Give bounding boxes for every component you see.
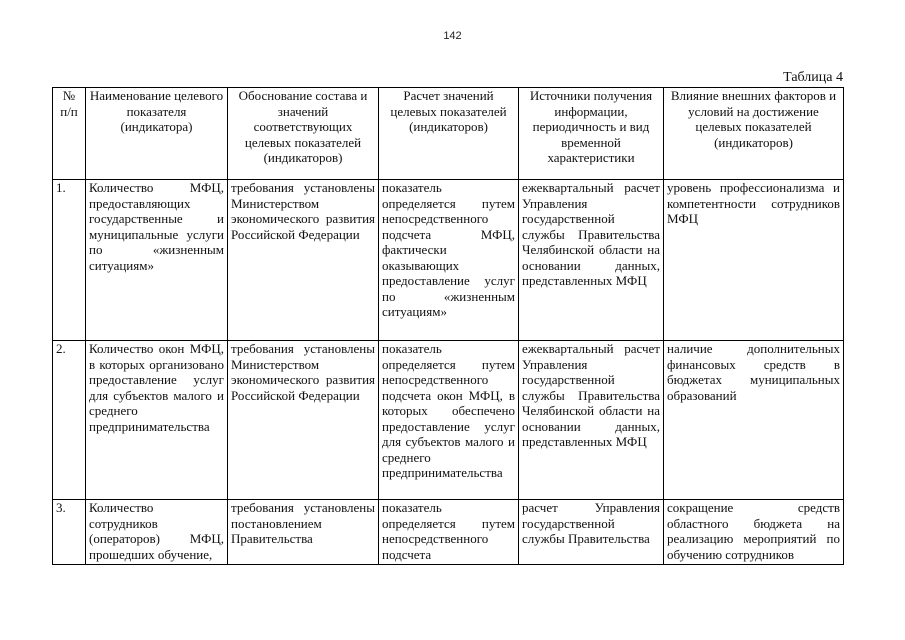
header-indicator-name: Наименование целевого показателя (индикатора) <box>86 88 228 180</box>
header-calculation: Расчет значений целевых показателей (индикаторов) <box>379 88 519 180</box>
cell-indicator-name: Количество МФЦ, предоставляющих государственные и муниципальные услуги по «жизненным ситуациям» <box>86 180 228 341</box>
cell-influence: сокращение средств областного бюджета на реализацию мероприятий по обучению сотрудников <box>664 500 844 565</box>
cell-calculation: показатель определяется путем непосредственного подсчета МФЦ, фактически оказывающих предоставление услуг по «жизненным ситуациям» <box>379 180 519 341</box>
cell-source: ежеквартальный расчет Управления государственной службы Правительства Челябинской области на основании данных, представленных МФЦ <box>519 341 664 500</box>
cell-basis: требования установлены постановлением Правительства <box>228 500 379 565</box>
cell-number: 3. <box>53 500 86 565</box>
page-number: 142 <box>443 30 462 42</box>
table-row <box>53 180 844 341</box>
header-basis: Обоснование состава и значений соответствующих целевых показателей (индикаторов) <box>228 88 379 180</box>
indicators-table <box>52 87 844 565</box>
cell-number: 2. <box>53 341 86 500</box>
cell-influence: наличие дополнительных финансовых средств в бюджетах муниципальных образований <box>664 341 844 500</box>
cell-influence: уровень профессионализма и компетентности сотрудников МФЦ <box>664 180 844 341</box>
cell-calculation: показатель определяется путем непосредственного подсчета <box>379 500 519 565</box>
table-caption: Таблица 4 <box>783 70 843 85</box>
header-source: Источники получения информации, периодичность и вид временной характеристики <box>519 88 664 180</box>
cell-basis: требования установлены Министерством экономического развития Российской Федерации <box>228 180 379 341</box>
cell-indicator-name: Количество окон МФЦ, в которых организовано предоставление услуг для субъектов малого и среднего предпринимательства <box>86 341 228 500</box>
cell-basis: требования установлены Министерством экономического развития Российской Федерации <box>228 341 379 500</box>
cell-calculation: показатель определяется путем непосредственного подсчета окон МФЦ, в которых обеспечено предоставление услуг для субъектов малого и среднего предпринимательства <box>379 341 519 500</box>
table-header-row <box>53 88 844 180</box>
table-row <box>53 341 844 500</box>
cell-indicator-name: Количество сотрудников (операторов) МФЦ, прошедших обучение, <box>86 500 228 565</box>
cell-source: ежеквартальный расчет Управления государственной службы Правительства Челябинской области на основании данных, представленных МФЦ <box>519 180 664 341</box>
header-number: № п/п <box>53 88 86 180</box>
header-influence: Влияние внешних факторов и условий на достижение целевых показателей (индикаторов) <box>664 88 844 180</box>
cell-source: расчет Управления государственной службы Правительства <box>519 500 664 565</box>
table-row <box>53 500 844 565</box>
cell-number: 1. <box>53 180 86 341</box>
